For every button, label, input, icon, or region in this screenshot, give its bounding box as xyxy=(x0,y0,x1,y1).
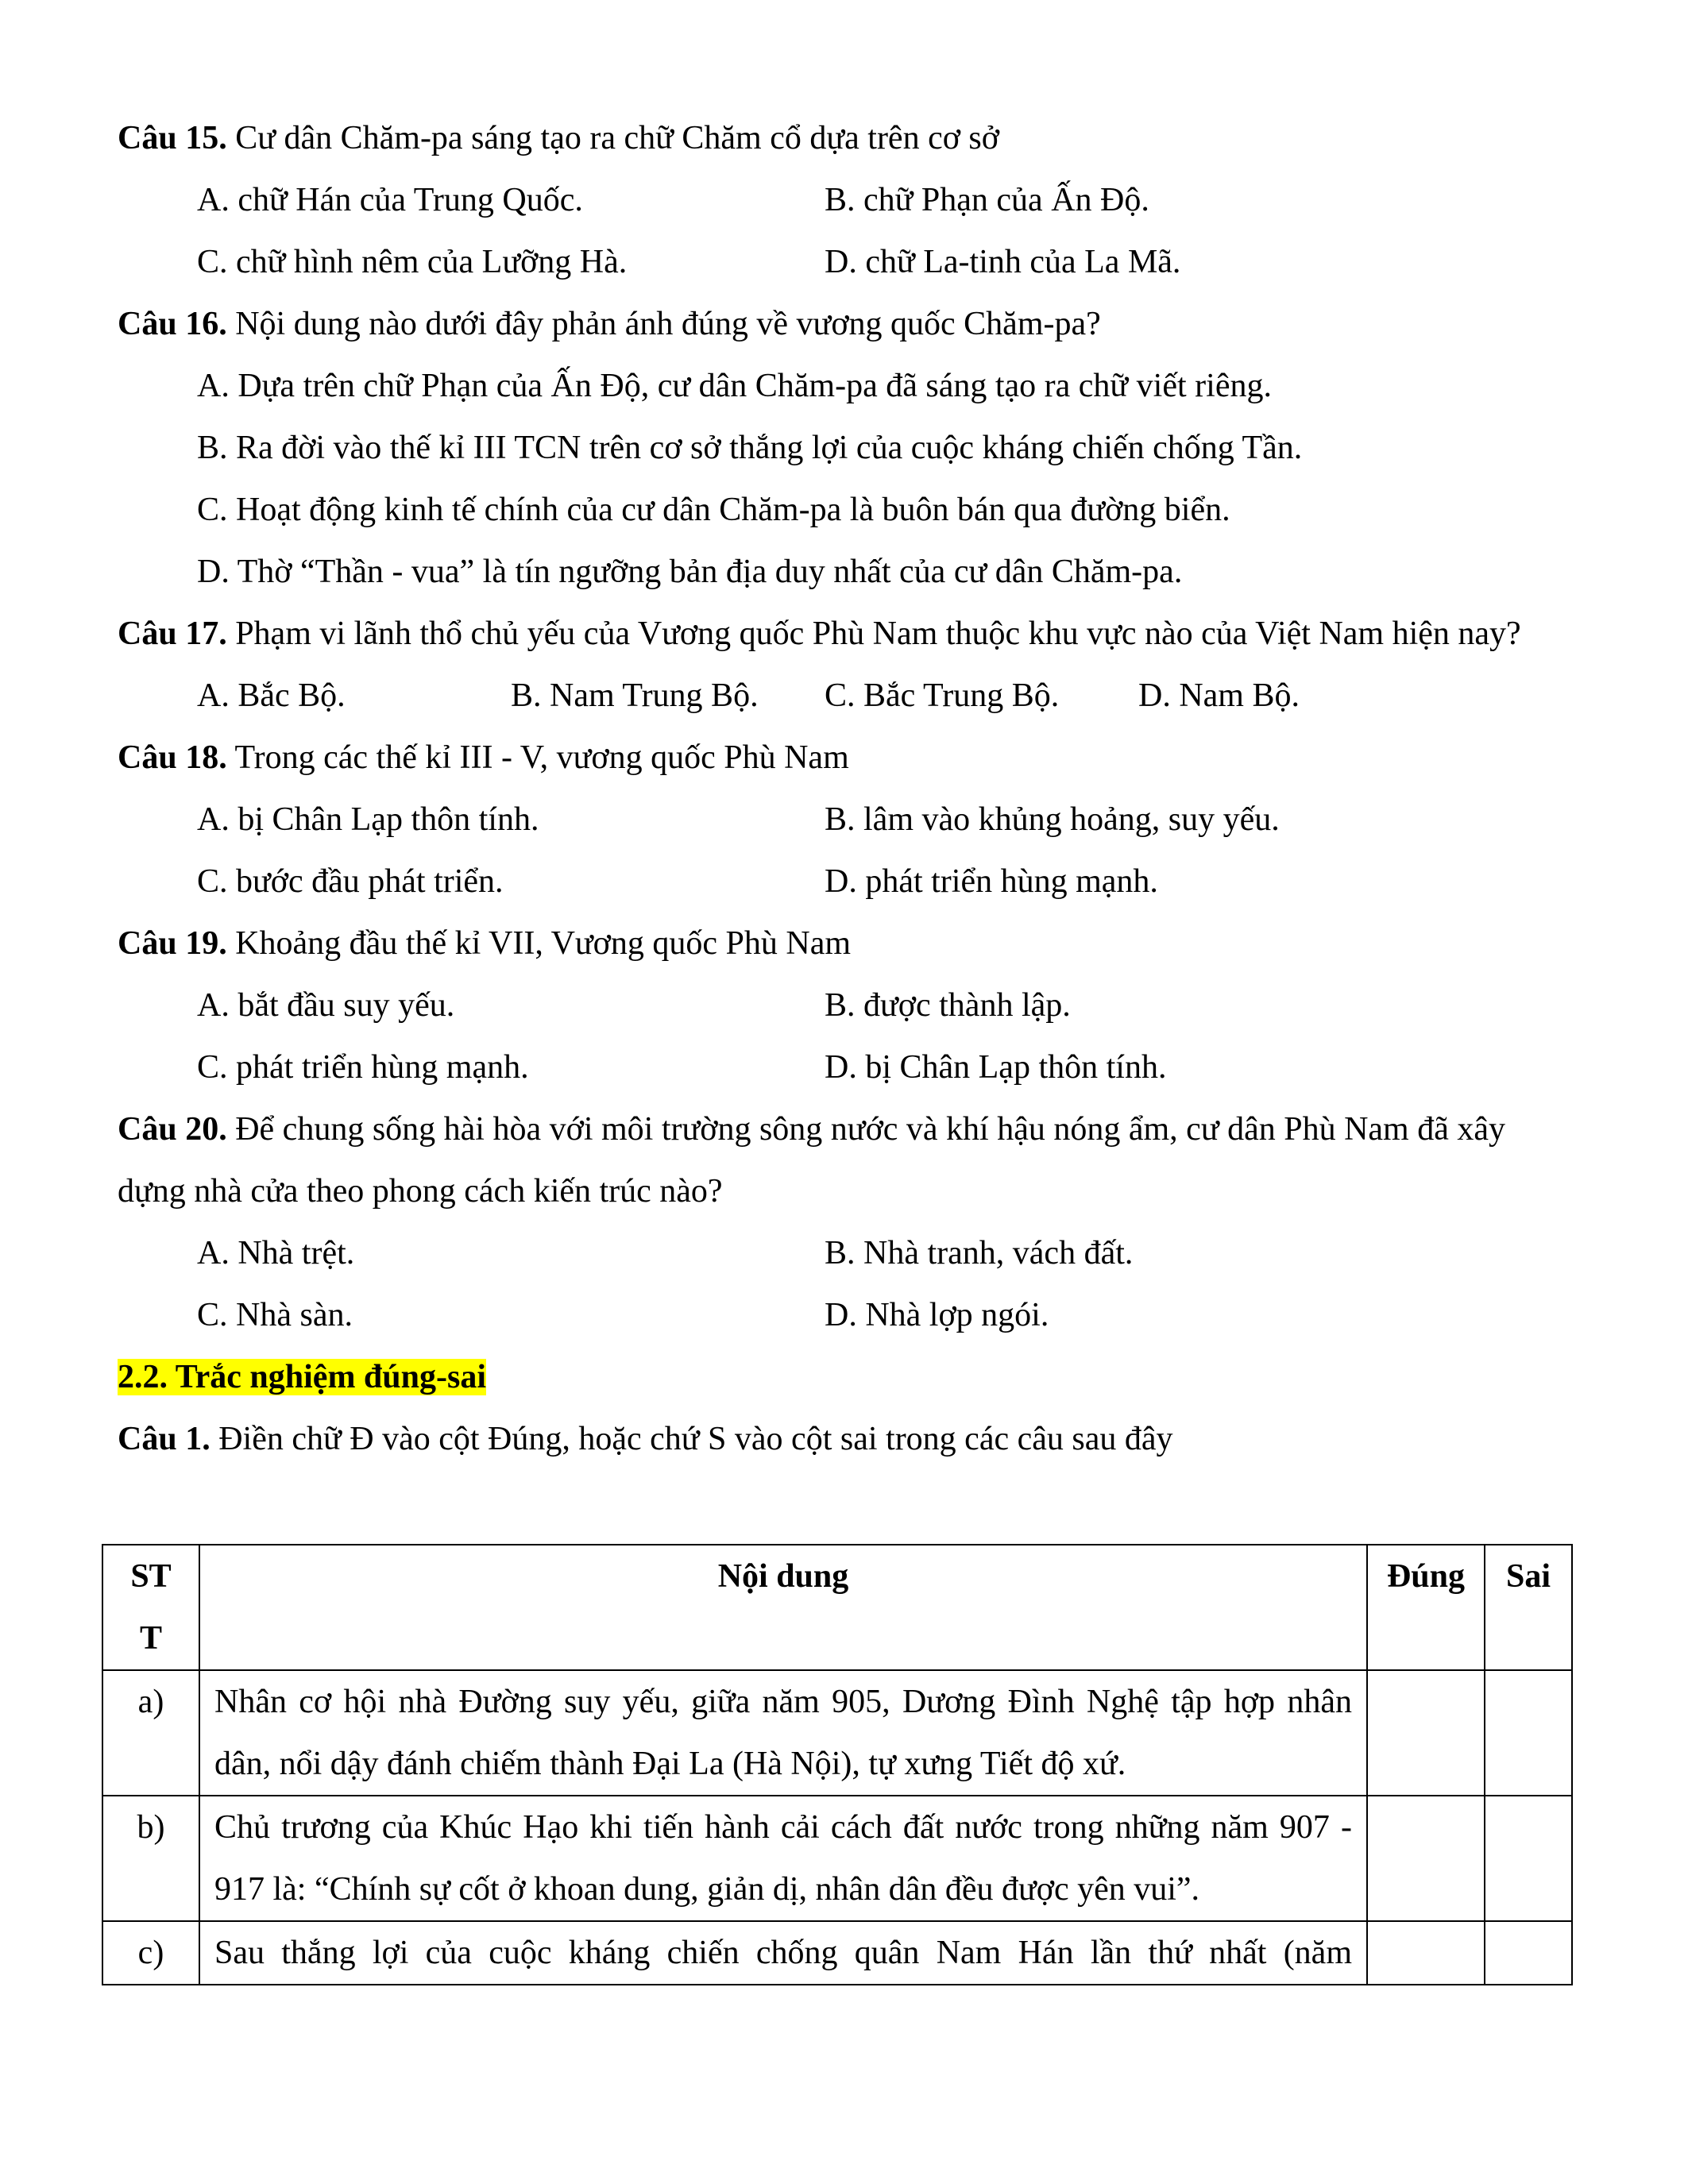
option-a: A. Nhà trệt. xyxy=(197,1235,355,1271)
options-row xyxy=(118,231,1571,293)
document-page xyxy=(118,107,1571,1470)
row-content: Nhân cơ hội nhà Đường suy yếu, giữa năm 905, Dương Đình Nghệ tập hợp nhân dân, nổi dậy đánh chiếm thành Đại La (Hà Nội), tự xưng Tiết độ xứ. xyxy=(199,1670,1367,1796)
option-a: A. Bắc Bộ. xyxy=(197,677,346,714)
option-d: D. Nam Bộ. xyxy=(1138,677,1300,714)
option-a: A. bị Chân Lạp thôn tính. xyxy=(197,801,539,838)
row-label: b) xyxy=(102,1796,199,1921)
truefalse-question-1 xyxy=(118,1408,1571,1470)
true-cell[interactable] xyxy=(1367,1670,1485,1796)
option-b: B. Nhà tranh, vách đất. xyxy=(825,1235,1134,1271)
section-heading-line xyxy=(118,1346,1571,1408)
options-row xyxy=(118,851,1571,913)
options-row xyxy=(118,169,1571,231)
option-c: C. chữ hình nêm của Lưỡng Hà. xyxy=(197,244,628,280)
true-cell[interactable] xyxy=(1367,1796,1485,1921)
question-15 xyxy=(118,107,1571,169)
question-text: Trong các thế kỉ III - V, vương quốc Phù Nam xyxy=(226,739,849,776)
question-text: Cư dân Chăm-pa sáng tạo ra chữ Chăm cổ dựa trên cơ sở xyxy=(226,120,999,156)
option-d: D. Nhà lợp ngói. xyxy=(825,1297,1049,1333)
row-label: a) xyxy=(102,1670,199,1796)
question-text: Điền chữ Đ vào cột Đúng, hoặc chứ S vào cột sai trong các câu sau đây xyxy=(210,1421,1173,1457)
options-row xyxy=(118,665,1571,727)
option-b: B. chữ Phạn của Ấn Độ. xyxy=(825,182,1149,218)
table-row xyxy=(102,1921,1572,1985)
true-cell[interactable] xyxy=(1367,1921,1485,1985)
question-16 xyxy=(118,293,1571,355)
question-number: Câu 19. xyxy=(118,925,227,962)
false-cell[interactable] xyxy=(1485,1921,1572,1985)
options-row xyxy=(118,1036,1571,1098)
option-c: C. Bắc Trung Bộ. xyxy=(825,677,1060,714)
question-text: Khoảng đầu thế kỉ VII, Vương quốc Phù Nam xyxy=(226,925,852,962)
question-number: Câu 17. xyxy=(118,615,227,652)
option-b: B. lâm vào khủng hoảng, suy yếu. xyxy=(825,801,1280,838)
question-number: Câu 1. xyxy=(118,1421,211,1457)
option-b: B. Nam Trung Bộ. xyxy=(511,677,759,714)
header-true: Đúng xyxy=(1367,1545,1485,1670)
header-false: Sai xyxy=(1485,1545,1572,1670)
question-text: Phạm vi lãnh thổ chủ yếu của Vương quốc Phù Nam thuộc khu vực nào của Việt Nam hiện nay? xyxy=(226,615,1521,652)
options-row xyxy=(118,789,1571,851)
question-number: Câu 15. xyxy=(118,120,227,156)
false-cell[interactable] xyxy=(1485,1796,1572,1921)
table-header-row xyxy=(102,1545,1572,1670)
question-number: Câu 16. xyxy=(118,306,227,342)
question-text: Nội dung nào dưới đây phản ánh đúng về vương quốc Chăm-pa? xyxy=(226,306,1101,342)
option-a: A. chữ Hán của Trung Quốc. xyxy=(197,182,583,218)
question-20 xyxy=(118,1098,1571,1222)
false-cell[interactable] xyxy=(1485,1670,1572,1796)
question-text: Để chung sống hài hòa với môi trường sông nước và khí hậu nóng ẩm, cư dân Phù Nam đã xây dựng nhà cửa theo phong cách kiến trúc nào? xyxy=(118,1111,1506,1210)
option-c: C. Hoạt động kinh tế chính của cư dân Chăm-pa là buôn bán qua đường biển. xyxy=(197,492,1230,528)
options-row xyxy=(118,1222,1571,1284)
header-stt: ST T xyxy=(102,1545,199,1670)
option-c: C. bước đầu phát triển. xyxy=(197,863,504,900)
section-heading: 2.2. Trắc nghiệm đúng-sai xyxy=(118,1359,487,1395)
option-a: A. bắt đầu suy yếu. xyxy=(197,987,455,1024)
question-number: Câu 18. xyxy=(118,739,227,776)
question-number: Câu 20. xyxy=(118,1111,227,1148)
question-19 xyxy=(118,913,1571,974)
option-d: D. Thờ “Thần - vua” là tín ngưỡng bản địa duy nhất của cư dân Chăm-pa. xyxy=(197,554,1183,590)
option-d: D. chữ La-tinh của La Mã. xyxy=(825,244,1181,280)
table-row xyxy=(102,1670,1572,1796)
option-d: D. bị Chân Lạp thôn tính. xyxy=(825,1049,1167,1086)
option-a: A. Dựa trên chữ Phạn của Ấn Độ, cư dân Chăm-pa đã sáng tạo ra chữ viết riêng. xyxy=(197,368,1272,404)
question-17 xyxy=(118,603,1571,665)
row-label: c) xyxy=(102,1921,199,1985)
options-row xyxy=(118,974,1571,1036)
true-false-table xyxy=(102,1544,1573,1985)
row-content: Chủ trương của Khúc Hạo khi tiến hành cải cách đất nước trong những năm 907 - 917 là: “Chính sự cốt ở khoan dung, giản dị, nhân dân đều được yên vui”. xyxy=(199,1796,1367,1921)
option-c: C. Nhà sàn. xyxy=(197,1297,353,1333)
table-row xyxy=(102,1796,1572,1921)
option-b: B. được thành lập. xyxy=(825,987,1071,1024)
option-b: B. Ra đời vào thế kỉ III TCN trên cơ sở thắng lợi của cuộc kháng chiến chống Tần. xyxy=(197,430,1303,466)
row-content: Sau thắng lợi của cuộc kháng chiến chống quân Nam Hán lần thứ nhất (năm xyxy=(199,1921,1367,1985)
option-c: C. phát triển hùng mạnh. xyxy=(197,1049,529,1086)
options-row xyxy=(118,1284,1571,1346)
question-18 xyxy=(118,727,1571,789)
option-d: D. phát triển hùng mạnh. xyxy=(825,863,1158,900)
header-content: Nội dung xyxy=(199,1545,1367,1670)
